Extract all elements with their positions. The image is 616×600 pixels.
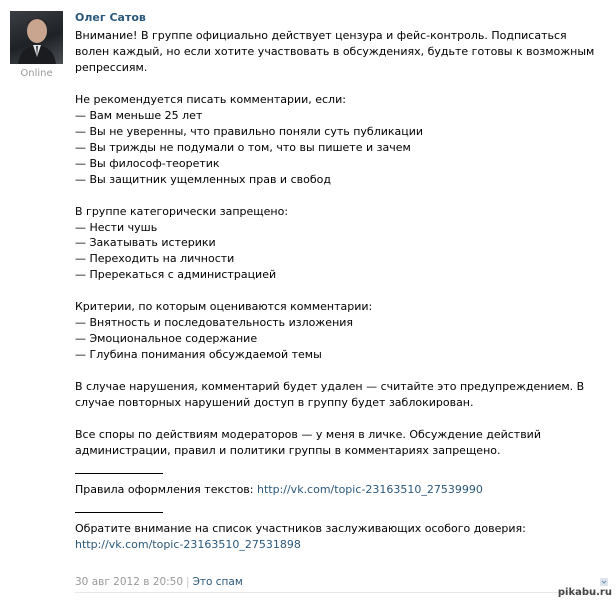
not-recommended-heading: Не рекомендуется писать комментарии, если: bbox=[75, 92, 346, 106]
list-item: — Вы трижды не подумали о том, что вы пишете и зачем bbox=[75, 140, 411, 154]
author-avatar[interactable] bbox=[10, 11, 63, 64]
criteria-heading: Критерии, по которым оцениваются комментарии: bbox=[75, 300, 373, 314]
list-item: — Пререкаться с администрацией bbox=[75, 268, 277, 282]
report-spam-link[interactable]: Это спам bbox=[192, 576, 243, 588]
intro-paragraph: Внимание! В группе официально действует цензура и фейс-контроль. Подписаться волен каждый, но если хотите участвовать в обсуждениях, будьте готовы к возможным репрессиям. bbox=[75, 29, 595, 74]
post-text bbox=[75, 28, 595, 553]
separator-line bbox=[75, 512, 163, 513]
list-item: — Вы не уверенны, что правильно поняли суть публикации bbox=[75, 124, 424, 138]
trust-label: Обратите внимание на список участников заслуживающих особого доверия: bbox=[75, 521, 526, 535]
trust-line bbox=[75, 521, 595, 553]
list-item: — Глубина понимания обсуждаемой темы bbox=[75, 348, 322, 362]
footer-divider: | bbox=[186, 576, 190, 588]
rules-label: Правила оформления текстов: bbox=[75, 482, 257, 496]
rules-link[interactable]: http://vk.com/topic-23163510_27539990 bbox=[256, 482, 483, 496]
prohibited-heading: В группе категорически запрещено: bbox=[75, 204, 289, 218]
list-item: — Вы философ-теоретик bbox=[75, 156, 220, 170]
list-item: — Нести чушь bbox=[75, 220, 158, 234]
list-item: — Закатывать истерики bbox=[75, 236, 216, 250]
more-icon[interactable] bbox=[600, 578, 608, 586]
post-date-link[interactable]: 30 авг 2012 в 20:50 bbox=[75, 576, 184, 588]
list-item: — Переходить на личности bbox=[75, 252, 235, 266]
post-divider bbox=[75, 592, 600, 593]
violation-paragraph: В случае нарушения, комментарий будет удален — считайте это предупреждением. В случае повторных нарушений доступ в группу будет заблокирован. bbox=[75, 380, 585, 410]
disputes-paragraph: Все споры по действиям модераторов — у меня в личке. Обсуждение действий администрации, правил и политики группы в комментариях запрещено. bbox=[75, 428, 541, 458]
watermark: pikabu.ru bbox=[557, 587, 612, 598]
list-item: — Эмоциональное содержание bbox=[75, 332, 258, 346]
separator-line bbox=[75, 473, 163, 474]
author-name-link[interactable]: Олег Сатов bbox=[75, 11, 146, 24]
list-item: — Вам меньше 25 лет bbox=[75, 108, 203, 122]
list-item: — Вы защитник ущемленных прав и свобод bbox=[75, 172, 331, 186]
list-item: — Внятность и последовательность изложения bbox=[75, 316, 354, 330]
online-status: Online bbox=[20, 68, 53, 79]
trust-link[interactable]: http://vk.com/topic-23163510_27531898 bbox=[75, 537, 301, 551]
post-footer bbox=[75, 576, 243, 588]
rules-line bbox=[75, 482, 595, 498]
